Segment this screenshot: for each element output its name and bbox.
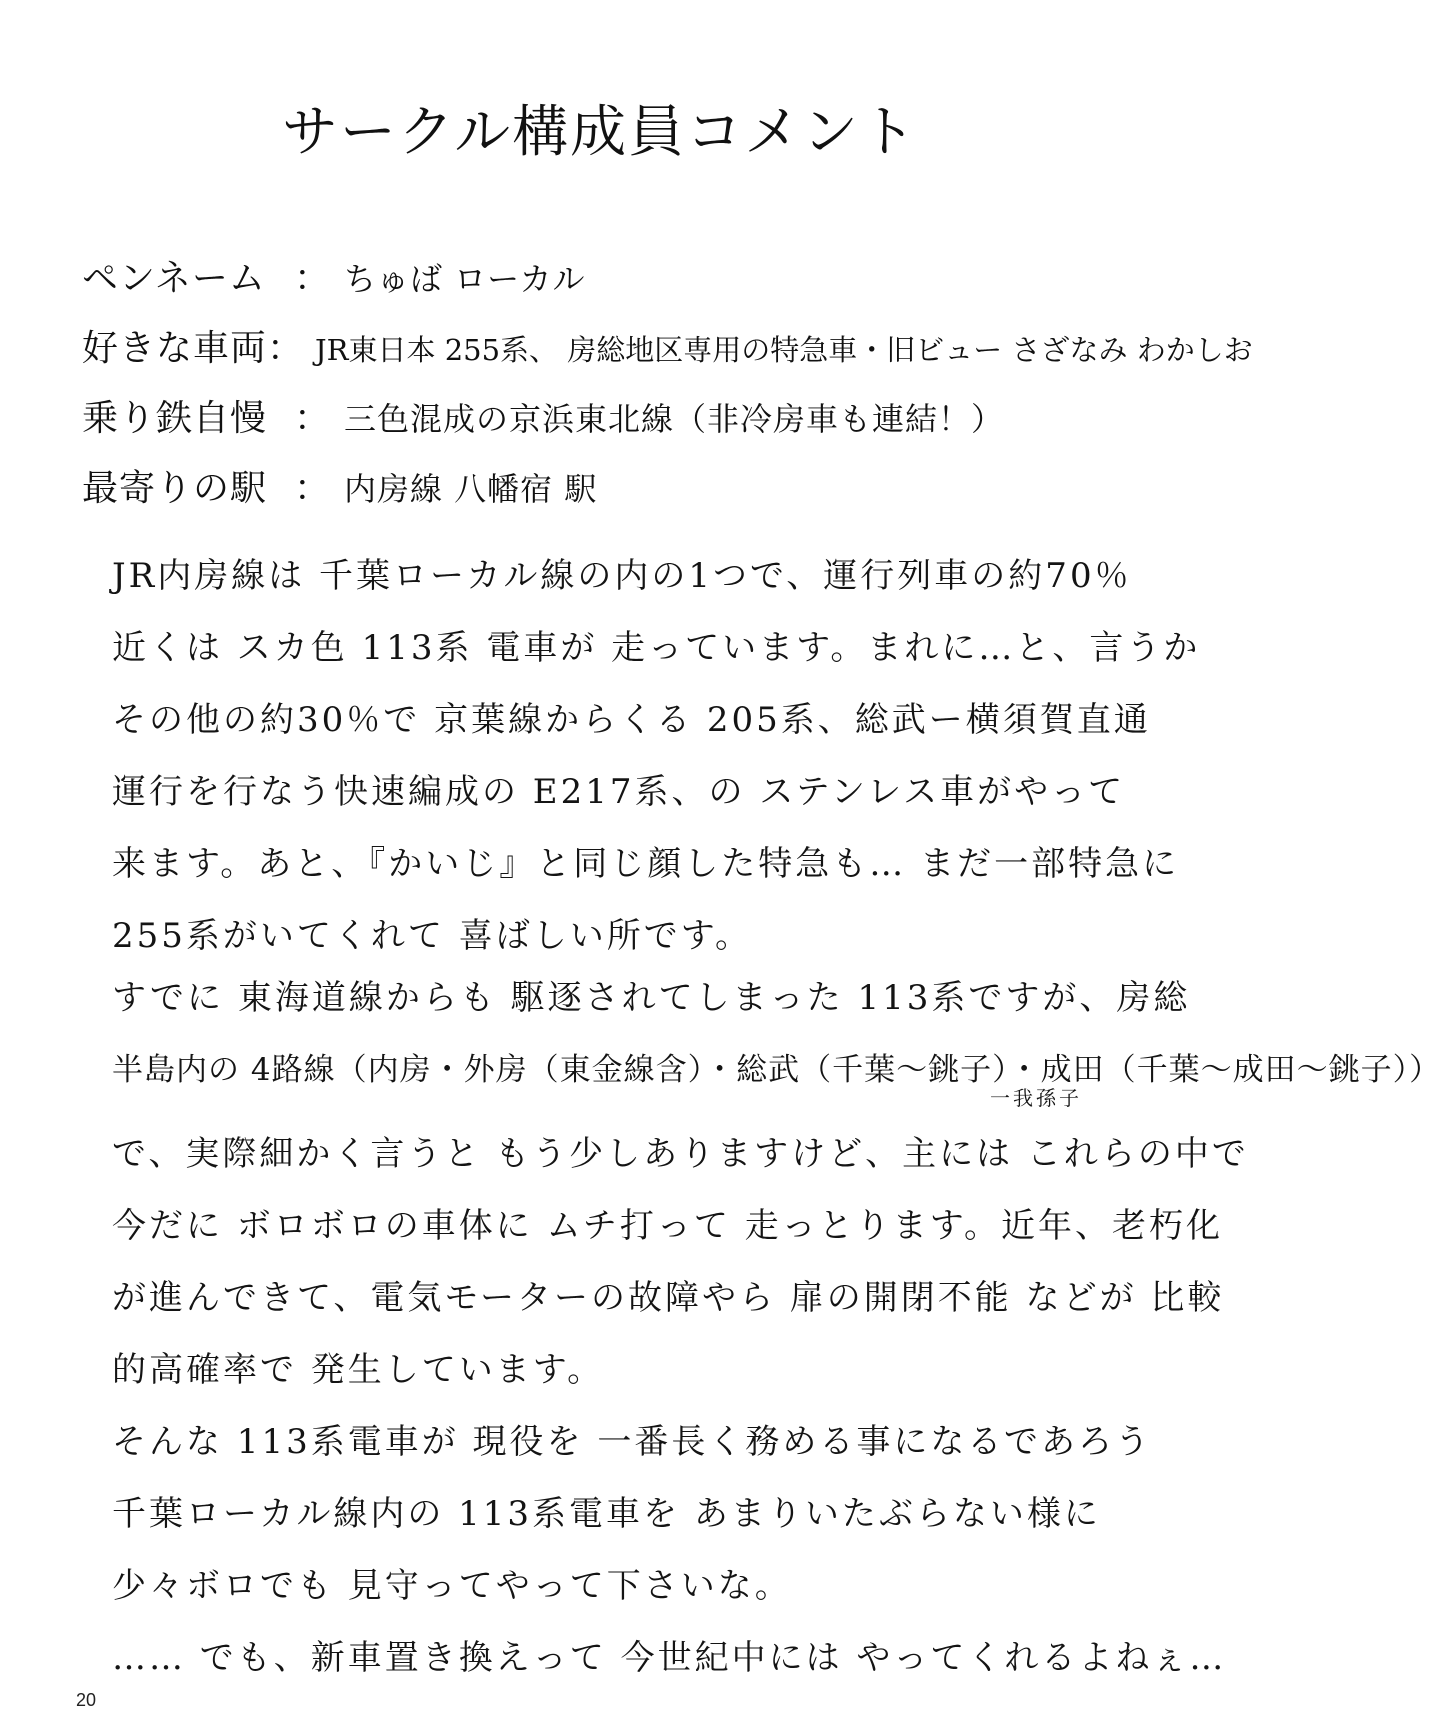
profile-row-favorite-car <box>82 320 1253 390</box>
text-line: 255系がいてくれて 喜ばしい所です。 <box>112 916 752 956</box>
text-line: 運行を行なう快速編成の E217系、の ステンレス車がやって <box>112 772 1126 812</box>
profile-value: 内房線 八幡宿 駅 <box>344 470 598 508</box>
text-line: 少々ボロでも 見守ってやって下さいな。 <box>112 1566 792 1606</box>
annotation-note: 一我孫子 <box>990 1086 1082 1110</box>
profile-row-nearest-station <box>82 460 1162 530</box>
comment-paragraph-1 <box>112 540 1201 972</box>
profile-value: 三色混成の京浜東北線（非冷房車も連結！） <box>344 400 1005 438</box>
text-line: 半島内の 4路線（内房・外房（東金線含）・総武（千葉〜銚子）・成田（千葉〜成田〜銚子）） <box>112 1052 1441 1088</box>
profile-colon: ： <box>293 398 330 439</box>
profile-colon: ： <box>293 258 330 299</box>
text-line: 来ます。あと、『かいじ』と同じ顔した特急も… まだ一部特急に <box>112 844 1180 884</box>
text-line: その他の約30％で 京葉線からくる 205系、総武ー横須賀直通 <box>112 700 1151 740</box>
text-line: で、実際細かく言うと もう少しありますけど、主には これらの中で <box>112 1134 1249 1174</box>
text-line: 近くは スカ色 113系 電車が 走っています。まれに…と、言うか <box>112 628 1201 668</box>
text-line: そんな 113系電車が 現役を 一番長く務める事になるであろう <box>112 1422 1152 1462</box>
profile-colon: ： <box>267 328 304 369</box>
profile-row-ride-boast <box>82 390 1162 460</box>
profile-section <box>82 250 1253 530</box>
text-line: 的高確率で 発生しています。 <box>112 1350 605 1390</box>
profile-colon: ： <box>293 468 330 509</box>
comment-paragraph-2 <box>112 962 1441 1694</box>
page-number: 20 <box>76 1690 97 1710</box>
text-line: 千葉ローカル線内の 113系電車を あまりいたぶらない様に <box>112 1494 1101 1534</box>
profile-row-pen-name <box>82 250 1162 320</box>
profile-value: JR東日本 255系、 房総地区専用の特急車・旧ビュー さざなみ わかしお <box>315 333 1253 367</box>
profile-value: ちゅば ローカル <box>344 260 586 298</box>
profile-label: 乗り鉄自慢 <box>82 398 268 439</box>
text-line: すでに 東海道線からも 駆逐されてしまった 113系ですが、房総 <box>112 978 1191 1018</box>
text-line: JR内房線は 千葉ローカル線の内の1つで、運行列車の約70％ <box>112 556 1132 596</box>
text-line: …… でも、新車置き換えって 今世紀中には やってくれるよねぇ… <box>112 1638 1227 1678</box>
profile-label: 好きな車両 <box>82 328 268 369</box>
text-line: 今だに ボロボロの車体に ムチ打って 走っとります。近年、老朽化 <box>112 1206 1224 1246</box>
page-title: サークル構成員コメント <box>281 100 919 165</box>
text-line: が進んできて、電気モーターの故障やら 扉の開閉不能 などが 比較 <box>112 1278 1225 1318</box>
profile-label: 最寄りの駅 <box>82 468 268 509</box>
profile-label: ペンネーム <box>82 258 266 299</box>
